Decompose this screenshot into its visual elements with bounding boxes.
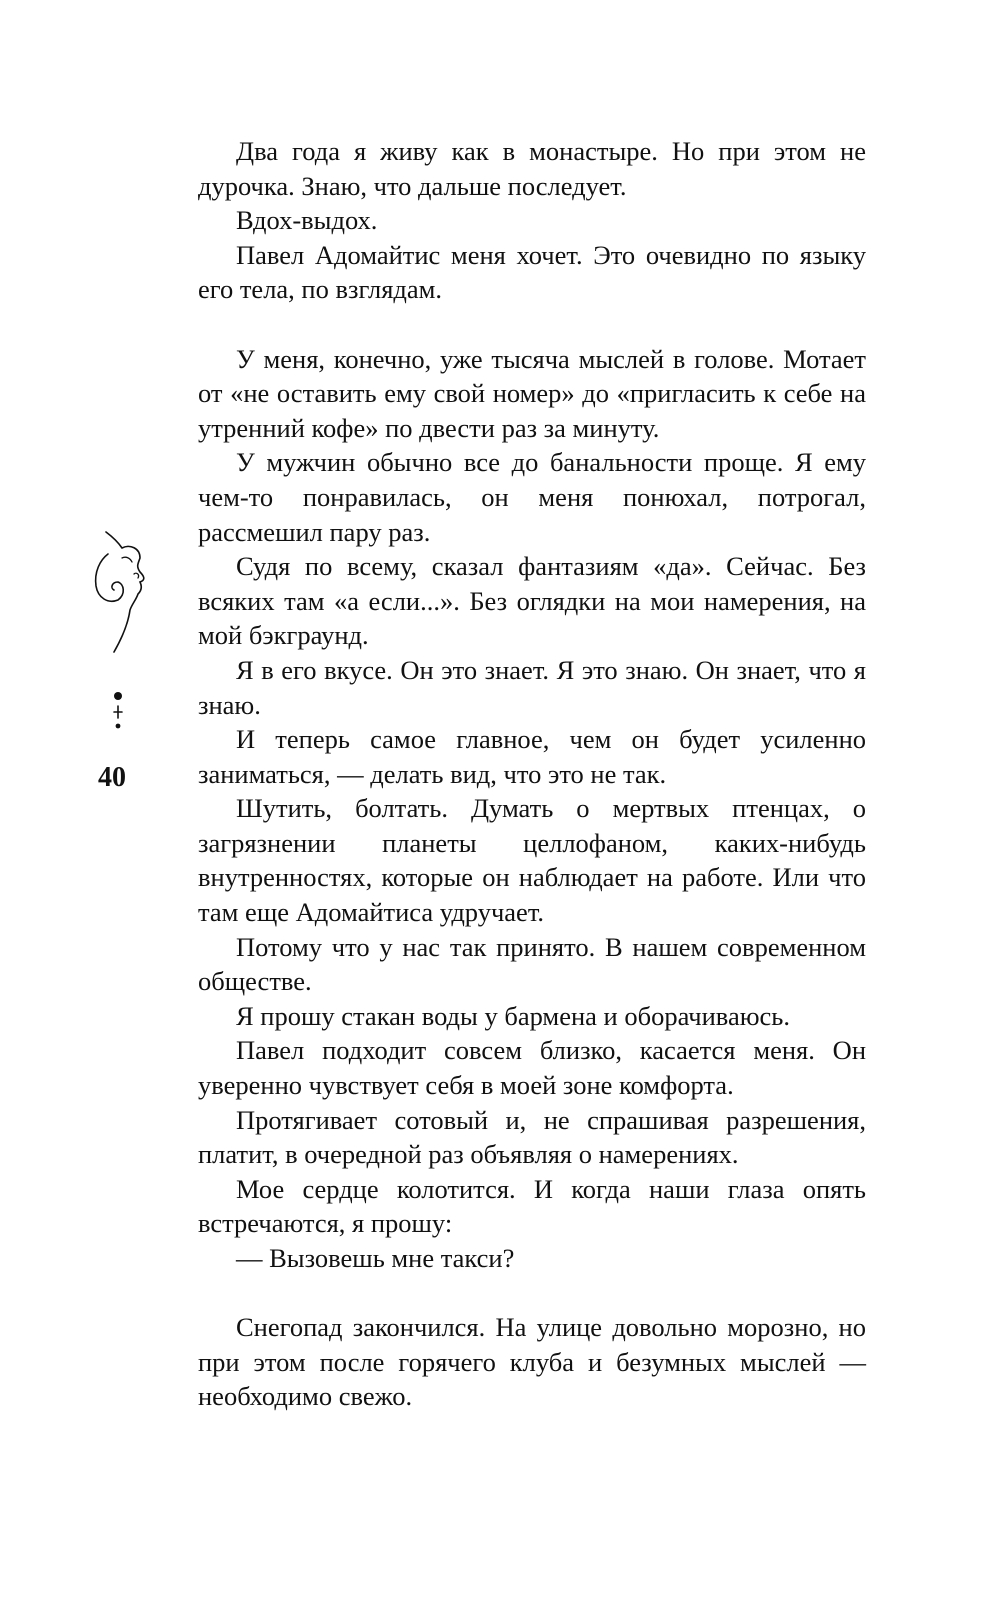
face-profile-line-art-icon — [78, 528, 168, 658]
paragraph-13: Протягивает сотовый и, не спрашивая разрешения, платит, в очередной раз объявляя о намерениях. — [198, 1104, 866, 1170]
paragraph-11: Я прошу стакан воды у бармена и оборачиваюсь. — [236, 1000, 790, 1031]
paragraph-1: Два года я живу как в монастыре. Но при этом не дурочка. Знаю, что дальше последует. — [198, 136, 866, 201]
paragraph-5: У мужчин обычно все до банальности проще. Я ему чем-то понравилась, он меня понюхал, потрогал, рассмешил пару раз. — [198, 447, 866, 547]
paragraph-12: Павел подходит совсем близко, касается меня. Он уверенно чувствует себя в моей зоне комфорта. — [198, 1035, 866, 1101]
paragraph-15: — Вызовешь мне такси? — [236, 1243, 515, 1273]
page-number: 40 — [98, 762, 126, 793]
paragraph-14: Мое сердце колотится. И когда наши глаза опять встречаются, я прошу: — [198, 1173, 866, 1239]
body-text — [198, 134, 866, 1414]
paragraph-4: У меня, конечно, уже тысяча мыслей в голове. Мотает от «не оставить ему свой номер» до «пригласить к себе на утренний кофе» по двести раз за минуту. — [198, 343, 866, 443]
paragraph-9: Шутить, болтать. Думать о мертвых птенцах, о загрязнении планеты целлофаном, каких-нибудь внутренностях, которые он наблюдает на работе. Или что там еще Адомайтиса удручает. — [198, 793, 866, 928]
paragraph-8: И теперь самое главное, чем он будет усиленно заниматься, — делать вид, что это не так. — [198, 724, 866, 789]
dot-star-dot-icon — [110, 690, 130, 740]
paragraph-3: Павел Адомайтис меня хочет. Это очевидно по языку его тела, по взглядам. — [198, 239, 866, 305]
paragraph-6: Судя по всему, сказал фантазиям «да». Сейчас. Без всяких там «а если...». Без оглядки на мои намерения, на мой бэкграунд. — [198, 551, 866, 651]
paragraph-10: Потому что у нас так принято. В нашем современном обществе. — [198, 931, 866, 997]
paragraph-7: Я в его вкусе. Он это знает. Я это знаю. Он знает, что я знаю. — [198, 654, 866, 720]
paragraph-16: Снегопад закончился. На улице довольно морозно, но при этом после горячего клуба и безумных мыслей — необходимо свежо. — [198, 1312, 866, 1412]
paragraph-2: Вдох-выдох. — [236, 205, 378, 236]
